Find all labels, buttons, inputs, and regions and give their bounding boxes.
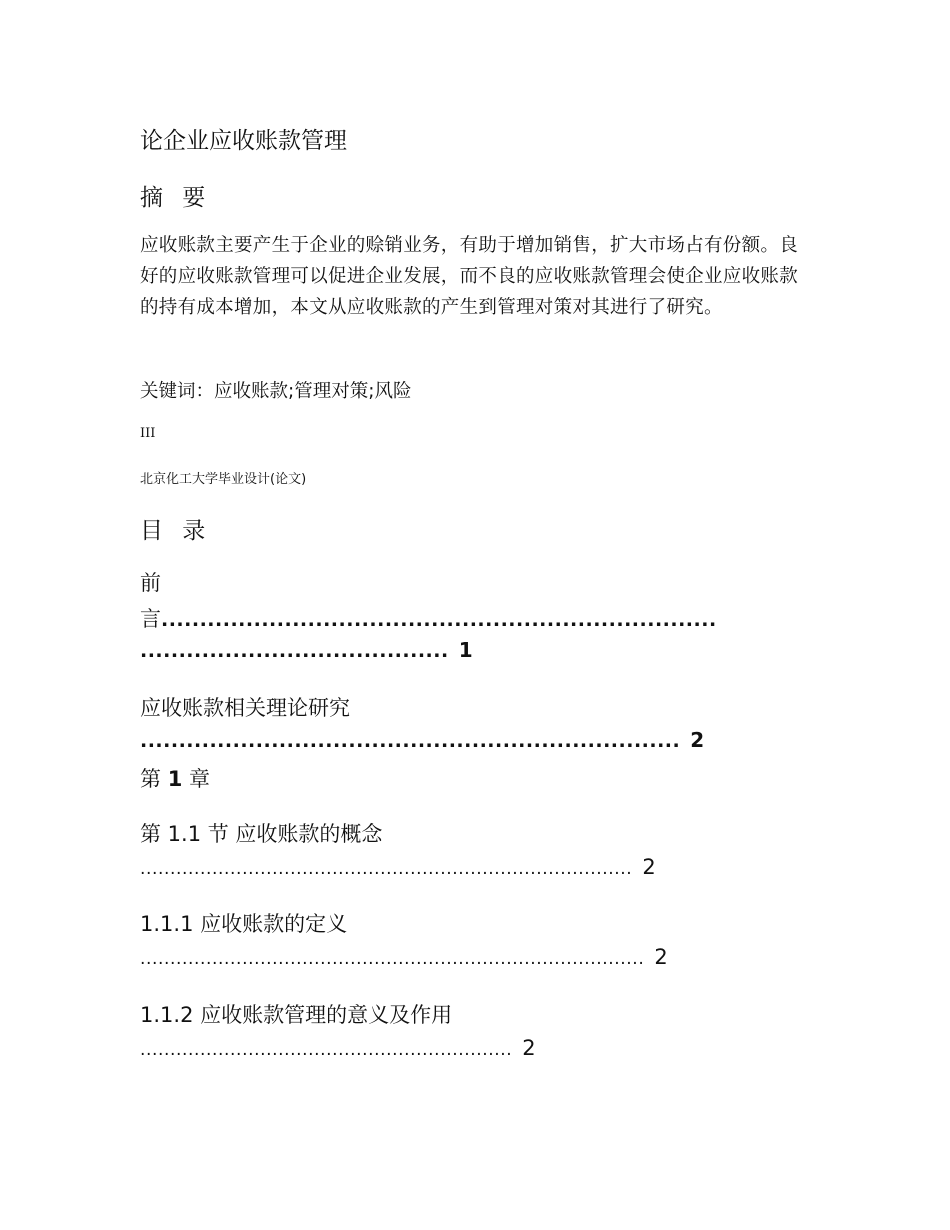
toc-entry-section-1-1-leader[interactable] (140, 855, 656, 879)
toc-page-number: 2 (654, 945, 668, 969)
abstract-body: 应收账款主要产生于企业的赊销业务，有助于增加销售，扩大市场占有份额。良好的应收账款管理可以促进企业发展，而不良的应收账款管理会使企业应收账款的持有成本增加，本文从应收账款的产生到管理对策对其进行了研究。 (140, 235, 799, 318)
toc-heading: 目 录 (140, 518, 212, 544)
toc-page-number: 1 (458, 638, 473, 662)
keywords: 关键词：应收账款;管理对策;风险 (140, 381, 412, 402)
toc-entry-chapter1-leader[interactable] (140, 728, 704, 752)
toc-entry-section-1-1-2-title[interactable]: 1.1.2 应收账款管理的意义及作用 (140, 1003, 453, 1027)
toc-leader-dots: ........................................ (140, 640, 449, 662)
toc-leader-dots: .................................................................................. (140, 859, 633, 879)
chapter-prefix: 第 (140, 767, 161, 791)
toc-entry-section-1-1-title[interactable]: 第 1.1 节 应收账款的概念 (140, 822, 383, 846)
toc-preface-char: 言 (140, 607, 161, 631)
toc-page-number: 2 (522, 1036, 536, 1060)
toc-entry-section-1-1-1-leader[interactable] (140, 945, 668, 969)
toc-entry-chapter1-label[interactable] (140, 763, 210, 793)
toc-entry-section-1-1-2-leader[interactable] (140, 1036, 536, 1060)
toc-entry-preface-line1[interactable]: 前 (140, 571, 161, 595)
abstract-heading: 摘 要 (140, 185, 212, 211)
toc-leader-dots: .............................................................. (140, 1040, 513, 1060)
toc-entry-preface-line3[interactable] (140, 638, 473, 662)
running-header: 北京化工大学毕业设计(论文) (140, 472, 307, 487)
toc-leader-dots: ........................................................................ (161, 609, 717, 631)
chapter-number: 1 (167, 767, 183, 791)
toc-page-number: 2 (642, 855, 656, 879)
document-title: 论企业应收账款管理 (140, 128, 347, 154)
toc-entry-chapter1-title[interactable]: 应收账款相关理论研究 (140, 696, 350, 720)
page-number: III (140, 426, 156, 441)
toc-page-number: 2 (690, 728, 705, 752)
toc-entry-preface-line2[interactable] (140, 603, 717, 633)
toc-entry-section-1-1-1-title[interactable]: 1.1.1 应收账款的定义 (140, 912, 348, 936)
toc-leader-dots: .................................................................................... (140, 949, 645, 969)
toc-leader-dots: ...................................................................... (140, 730, 681, 752)
chapter-suffix: 章 (189, 767, 210, 791)
